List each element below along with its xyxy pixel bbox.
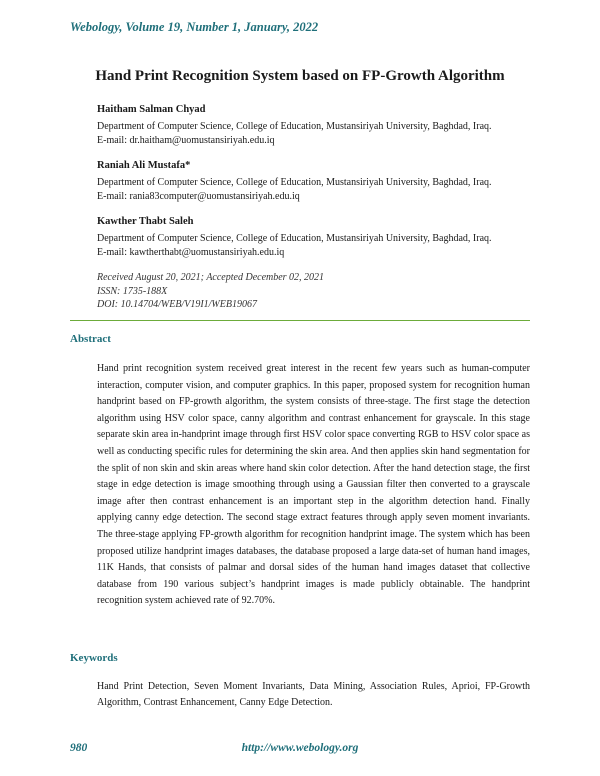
page-number: 980 [70,742,88,754]
author-name: Haitham Salman Chyad [97,104,206,115]
author-block [97,103,537,149]
abstract-heading: Abstract [70,333,111,345]
keywords-heading: Keywords [70,652,118,664]
publication-meta [97,271,324,312]
issn: ISSN: 1735-188X [97,285,168,297]
author-affiliation: Department of Computer Science, College of Education, Mustansiriyah University, Baghdad, Iraq. [97,120,492,132]
author-affiliation: Department of Computer Science, College of Education, Mustansiriyah University, Baghdad, Iraq. [97,176,492,188]
doi: DOI: 10.14704/WEB/V19I1/WEB19067 [97,299,257,310]
author-name: Raniah Ali Mustafa* [97,160,191,171]
author-block [97,159,537,205]
received-date: Received August 20, 2021; Accepted December 02, 2021 [97,272,325,283]
author-email: E-mail: dr.haitham@uomustansiriyah.edu.iq [97,135,275,146]
author-name: Kawther Thabt Saleh [97,216,194,227]
abstract-text: Hand print recognition system received great interest in the recent few years such as human-computer interaction, computer vision, and computer graphics. In this paper, proposed system for recognition human handprint based on FP-growth algorithm, the system consists of three-stage. The first stage the detection algorithm using HSV color space, canny algorithm and contrast enhancement for grayscale. In this stage separate skin area in-handprint image through first HSV color space converting RGB to HSV color space as well as conducting specific rules for determining the skin area. And then applies skin hand segmentation for the split of non skin and skin areas where hand skin color detection. After the hand detection stage, the first stage in edge detection is image smoothing through using a Gaussian filter then converted to a grayscale image after then contrast enhancement is an important step in the algorithm detection hand. Finally applying canny edge detection. The second stage extract features through apply seven moment invariants. The three-stage applying FP-growth algorithm for recognition handprint image. The system which has been proposed utilize handprint images databases, the database proposed a large data-set of human hand images, 11K Hands, that consists of palmar and dorsal sides of the human hand images dataset that collective database from 190 various subject’s handprint images is made publicly obtainable. The handprint recognition system achieved rate of 92.70%. [97,363,530,607]
author-affiliation: Department of Computer Science, College of Education, Mustansiriyah University, Baghdad, Iraq. [97,232,492,244]
keywords-text: Hand Print Detection, Seven Moment Invariants, Data Mining, Association Rules, Aprioi, FP-Growth Algorithm, Contrast Enhancement, Canny Edge Detection. [97,681,530,709]
section-divider [70,320,530,321]
author-block [97,215,537,261]
author-email: E-mail: rania83computer@uomustansiriyah.edu.iq [97,191,300,202]
footer-url[interactable]: http://www.webology.org [241,742,359,754]
author-email: E-mail: kawtherthabt@uomustansiriyah.edu.iq [97,247,285,258]
paper-title: Hand Print Recognition System based on FP-Growth Algorithm [95,68,505,84]
journal-header: Webology, Volume 19, Number 1, January, 2022 [70,20,319,34]
